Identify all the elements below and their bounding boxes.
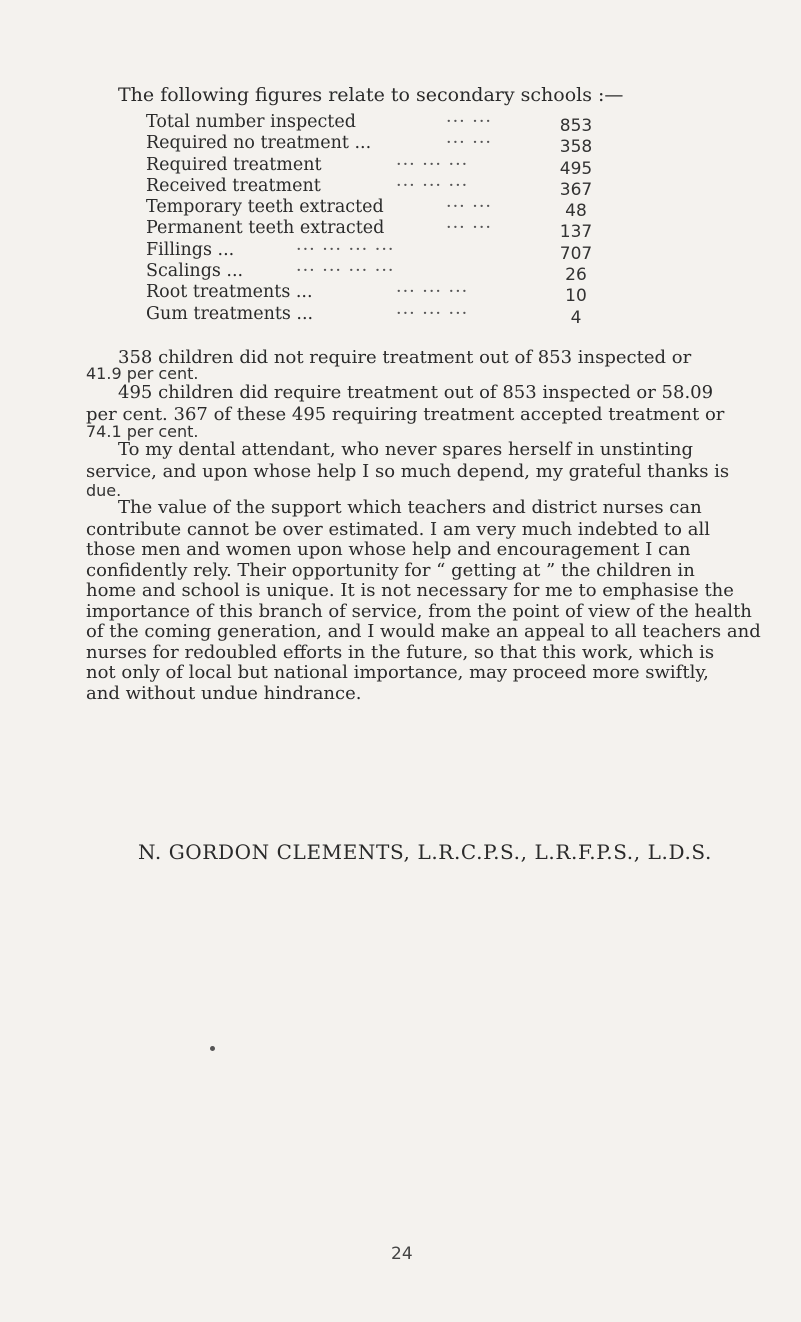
summary-line-1: 358 children did not require treatment out of 853 inspected or [118, 347, 692, 368]
paragraph-line: of the coming generation, and I would make an appeal to all teachers and [86, 621, 761, 642]
thanks-line-1: To my dental attendant, who never spares herself in unstinting [118, 439, 694, 460]
leader-dots: ··· ··· [446, 218, 492, 239]
row-label: Permanent teeth extracted [146, 218, 385, 239]
table-row [146, 239, 606, 264]
row-value: 10 [565, 286, 587, 307]
table-row [146, 261, 606, 286]
row-label: Scalings ... [146, 261, 244, 282]
row-label: Fillings ... [146, 239, 235, 260]
statistics-table [146, 112, 606, 328]
paragraph-line: those men and women upon whose help and encouragement I can [86, 539, 691, 560]
row-label: Root treatments ... [146, 282, 313, 303]
row-label: Required treatment [146, 154, 322, 175]
row-label: Received treatment [146, 175, 321, 196]
paragraph-line: not only of local but national importance, may proceed more swiftly, [86, 662, 709, 683]
row-label: Total number inspected [146, 112, 356, 132]
leader-dots: ··· ··· [446, 133, 492, 154]
table-row [146, 282, 606, 307]
summary-line-2: 495 children did require treatment out of 853 inspected or 58.09 [118, 382, 714, 403]
leader-dots: ··· ··· [446, 197, 492, 218]
row-label: Temporary teeth extracted [146, 197, 384, 218]
row-value: 707 [559, 243, 593, 264]
row-value: 137 [559, 222, 593, 243]
thanks-line-2: service, and upon whose help I so much depend, my grateful thanks is [86, 461, 730, 482]
paragraph-line: and without undue hindrance. [86, 682, 362, 704]
row-value: 48 [565, 201, 587, 222]
page-number: 24 [391, 1244, 413, 1264]
leader-dots: ··· ··· [446, 112, 492, 132]
paragraph-line: importance of this branch of service, from the point of view of the health [86, 600, 752, 622]
signature-line: N. GORDON CLEMENTS, L.R.C.P.S., L.R.F.P.S., L.D.S. [138, 840, 712, 864]
row-label: Required no treatment ... [146, 133, 372, 154]
leader-dots: ··· ··· ··· ··· [296, 239, 395, 260]
percentage-note: 74.1 per cent. [86, 422, 199, 441]
paragraph-line: nurses for redoubled efforts in the future, so that this work, which is [86, 641, 715, 663]
summary-line-3: per cent. 367 of these 495 requiring treatment accepted treatment or [86, 404, 725, 425]
table-row [146, 197, 606, 222]
row-value: 358 [559, 137, 593, 158]
paragraph-line: confidently rely. Their opportunity for “ getting at ” the children in [86, 559, 695, 581]
row-value: 367 [559, 179, 593, 200]
leader-dots: ··· ··· ··· [396, 154, 469, 175]
table-row [146, 133, 606, 158]
paragraph-line: contribute cannot be over estimated. I am very much indebted to all [86, 518, 710, 540]
row-value: 495 [559, 158, 593, 179]
leader-dots: ··· ··· ··· [396, 282, 469, 303]
leader-dots: ··· ··· ··· [396, 175, 469, 196]
row-value: 26 [565, 265, 587, 286]
table-row [146, 154, 606, 179]
table-row [146, 175, 606, 200]
row-value: 4 [570, 307, 582, 328]
leader-dots: ··· ··· ··· ··· [296, 261, 395, 282]
thanks-line-3: due. [86, 481, 122, 500]
table-row [146, 303, 606, 328]
appreciation-paragraph [86, 497, 776, 704]
percentage-note: 41.9 per cent. [86, 364, 199, 383]
row-label: Gum treatments ... [146, 303, 314, 324]
row-value: 853 [559, 116, 593, 136]
intro-line: The following figures relate to secondary schools :— [118, 84, 624, 106]
table-row [146, 218, 606, 243]
leader-dots: ··· ··· ··· [396, 303, 469, 324]
paragraph-line: home and school is unique. It is not necessary for me to emphasise the [86, 580, 734, 601]
paragraph-line: The value of the support which teachers and district nurses can [118, 497, 702, 518]
table-row [146, 112, 606, 136]
ink-speck [210, 1046, 215, 1051]
